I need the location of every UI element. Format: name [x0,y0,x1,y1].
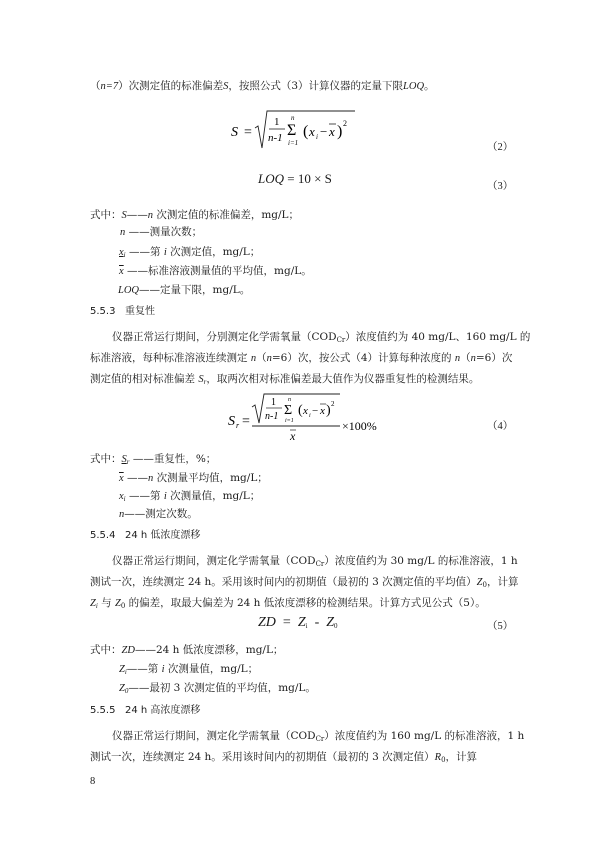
defs2-row-2 [119,489,260,506]
defs1-1-desc: 测量次数； [149,226,203,238]
defs1-1-sym: n [120,227,126,238]
sec555-para2-r: R [434,752,442,763]
sec553-para-line3 [90,372,479,389]
svg-text:=: = [244,125,252,140]
defs2-2-sub: i [123,495,126,503]
defs3-0-prefix: 式中： [90,644,122,656]
intro-loq-var: LOQ [403,81,425,92]
eq2-frac-num: 1 [274,116,280,128]
sec553-para-line2 [90,351,512,366]
defs1-3-sym: $\overline{x}$ [119,266,124,277]
defs2-0-dash: —— [129,453,154,465]
equation-5 [258,616,338,633]
defs1-1-dash: —— [125,226,150,238]
defs3-0-sym: ZD [121,645,135,656]
defs1-3-desc: 标准溶液测量值的平均值，mg/L。 [148,265,312,277]
defs2-2-dash: ——第 [125,490,164,502]
eq3-number: （3） [487,181,514,192]
defs2-0-sub: r [126,458,130,466]
section-5-5-3-heading [90,305,155,319]
defs1-0-dash: —— [126,209,148,221]
sec553-para3-sub: r [203,378,207,386]
eq5-eq: = [282,615,291,630]
eq4-lhs-sub: r [236,421,240,430]
defs1-row-3 [119,264,312,279]
sec553-para2-d: （ [460,352,471,364]
sec554-para-line2 [90,575,518,592]
sec554-num: 5.5.4 [90,530,116,541]
defs1-row-0 [90,208,299,223]
eq4-den: x [290,429,296,443]
defs1-3-dash: —— [123,265,149,277]
intro-text-c: 。 [424,80,435,92]
eq4-number: （4） [487,421,514,432]
defs2-1-dash: —— [123,472,149,484]
sec553-num: 5.5.3 [90,306,116,317]
equation-3 [258,172,332,186]
sec554-para3-z2: Z [114,598,121,609]
eq4-power: 2 [331,400,335,408]
eq5-number: （5） [487,621,514,632]
eq2-sum-bot: i=1 [288,139,299,147]
defs1-2-dash: ——第 [125,246,164,258]
defs2-3-sym: n [119,509,125,520]
sec553-para2-n2: n [266,353,272,364]
sec554-para3-z: Z [90,598,96,609]
svg-text:): ) [326,403,331,418]
defs1-2-sub: i [123,251,126,259]
eq2-power: 2 [343,119,347,128]
eq5-z2-sub: 0 [334,622,338,630]
defs1-0-sym2: n [147,210,153,221]
eq3-lhs: LOQ [258,171,285,186]
intro-text-a: ）次测定值的标准偏差 [118,80,224,92]
svg-text:(: ( [298,403,303,418]
sec555-para-line2 [90,750,477,767]
eq5-minus: - [314,615,320,630]
defs2-0-desc: 重复性，%； [153,453,217,465]
defs3-0-desc: 24 h 低浓度漂移，mg/L； [155,644,284,656]
svg-text:Σ: Σ [284,403,293,418]
eq5-z2: Z [326,615,335,630]
eq2-rparen: ) [337,123,343,140]
sec555-para1: 仪器正常运行期间，测定化学需氧量（COD [112,730,316,742]
eq5-z1: Z [297,615,306,630]
svg-text:x: x [320,405,325,417]
defs3-0-dash: —— [134,644,156,656]
sec554-para1-sub: Cr [315,560,325,568]
eq4-frac-den: n-1 [265,411,279,422]
eq2-sigma: Σ [287,122,297,139]
defs1-row-4 [118,283,250,298]
eq2-lhs: S [231,125,238,140]
defs2-1-sym: $\overline{x}$ [119,473,124,484]
eq2-number: （2） [487,142,514,153]
defs3-row-0 [90,643,283,658]
defs1-2-sym: x [119,247,124,258]
defs2-2-desc: 次测量值，mg/L； [166,490,261,502]
defs3-1-sym: Z [119,664,125,675]
intro-s-var: S [223,81,229,92]
defs1-row-2 [119,245,260,262]
eq4-tail: ×100% [342,419,377,433]
sec555-num: 5.5.5 [90,705,116,716]
sec554-title: 24 h 低浓度漂移 [125,530,201,541]
sec554-para-line1 [112,554,518,571]
sec553-para3-b: ，取两次相对标准偏差最大值作为仪器重复性的检测结果。 [206,373,480,385]
eq4-sum-bot: i=1 [285,418,294,424]
defs1-0-sym: S [121,210,127,221]
defs3-1-sub: i [124,668,127,676]
sec553-para-line1 [112,330,530,347]
defs2-2-sym: x [119,491,124,502]
sec554-para2-b: ，计算 [486,576,519,588]
defs3-2-desc: 最初 3 次测定值的平均值，mg/L。 [149,682,316,694]
intro-text-b: ，按照公式（3）计算仪器的定量下限 [228,80,404,92]
defs2-row-1 [119,471,268,486]
svg-text:=: = [242,414,250,429]
sec554-para1: 仪器正常运行期间，测定化学需氧量（COD [112,555,316,567]
sec553-title: 重复性 [125,306,155,317]
sec554-para1-b: ）浓度值约为 30 mg/L 的标准溶液，1 h [324,555,518,567]
sec554-para2: 测试一次，连续测定 24 h。采用该时间内的初期值（最初的 3 次测定值的平均值） [90,576,477,588]
sec553-para1: 仪器正常运行期间，分别测定化学需氧量（COD [112,331,337,343]
sec555-para1-sub: Cr [315,735,325,743]
eq4-frac-num: 1 [271,397,276,408]
eq2-xbar: x [329,124,335,139]
defs2-3-desc: 测定次数。 [145,508,198,520]
defs2-3-dash: —— [124,508,146,520]
page-number: 8 [90,776,96,787]
eq2-xi-sub: i [316,133,318,141]
sec554-para3: 与 [97,597,115,609]
sec555-title: 24 h 高浓度漂移 [125,705,201,716]
defs3-row-1 [119,662,258,679]
defs3-2-sub: 0 [124,687,129,695]
eq5-z1-sub: i [305,622,308,630]
defs3-row-2 [119,681,316,698]
sec553-para3: 测定值的相对标准偏差 [90,373,199,385]
sec553-para2-e: =6）次 [475,352,513,364]
sec553-para2-b: （ [256,352,267,364]
eq3-rhs: = 10 × S [287,171,332,186]
intro-line: （n=7）次测定值的标准偏差S，按照公式（3）计算仪器的定量下限LOQ。 [90,80,435,92]
sec554-para3-sub2: 0 [120,602,126,610]
sec553-para2: 标准溶液，每种标准溶液连续测定 [90,352,251,364]
eq2-frac-den: n-1 [268,132,283,144]
defs3-1-dash: ——第 [126,663,162,675]
intro-n-expr: n=7 [100,81,119,92]
defs1-2-desc: 次测定值，mg/L； [166,246,261,258]
defs2-2-sym2: i [163,491,167,502]
defs1-4-dash: —— [139,284,161,296]
defs2-row-0 [90,452,216,469]
sec553-para3-s: S [198,374,204,385]
sec554-para3-sub: i [95,602,98,610]
sec554-para-line3 [90,596,486,613]
eq2-minus: − [320,124,328,139]
sec554-para2-z: Z [476,577,483,588]
sec553-para2-n3: n [454,353,461,364]
section-5-5-4-heading [90,529,200,543]
sec553-para2-n4: n [470,353,476,364]
sec553-para1-sub: Cr [336,336,346,344]
defs2-row-3 [119,507,198,522]
sec555-para2-b: ，计算 [445,751,478,763]
eq4-lhs: S [228,414,235,429]
eq2-xi: x [309,124,315,139]
defs1-row-1 [120,225,202,240]
sec553-para1-b: ）浓度值约为 40 mg/L、160 mg/L 的 [345,331,531,343]
defs1-2-sym2: i [163,247,167,258]
defs1-4-desc: 定量下限，mg/L。 [160,284,251,296]
sec555-para2: 测试一次，连续测定 24 h。采用该时间内的初期值（最初的 3 次测定值） [90,751,435,763]
sec553-para2-n: n [250,353,257,364]
defs1-0-prefix: 式中： [90,209,122,221]
sec554-para3-b: 的偏差，取最大偏差为 24 h 低浓度漂移的检测结果。计算方式见公式（5）。 [125,597,486,609]
eq4-sum-top: n [288,397,291,403]
defs3-1-sym2: i [161,664,165,675]
defs2-0-sym: S [121,454,127,465]
defs3-2-dash: —— [128,682,150,694]
sec555-para-line1 [112,729,524,746]
section-5-5-5-heading [90,704,200,718]
equation-4 [222,393,382,445]
defs3-2-sym: Z [119,683,125,694]
eq4-x-i-sub: i [309,413,311,419]
svg-text:−: − [312,405,319,417]
sec555-para1-b: ）浓度值约为 160 mg/L 的标准溶液，1 h [324,730,525,742]
eq2-sum-top: n [291,114,295,122]
defs2-1-sym2: n [148,473,154,484]
sec553-para2-c: =6）次，按公式（4）计算每种浓度的 [271,352,455,364]
defs1-0-desc: 次测定值的标准偏差，mg/L； [153,209,300,221]
equation-2 [225,108,385,154]
eq5-lhs: ZD [258,615,276,630]
eq2-lparen: ( [303,123,309,140]
defs2-0-prefix: 式中： [90,453,122,465]
defs3-1-desc: 次测量值，mg/L； [164,663,259,675]
defs2-1-desc: 次测量平均值，mg/L； [153,472,268,484]
sec554-para2-sub: 0 [482,581,487,589]
eq4-x-i: x [303,405,308,417]
sec555-para2-sub: 0 [441,756,446,764]
defs1-4-sym: LOQ [118,285,140,296]
